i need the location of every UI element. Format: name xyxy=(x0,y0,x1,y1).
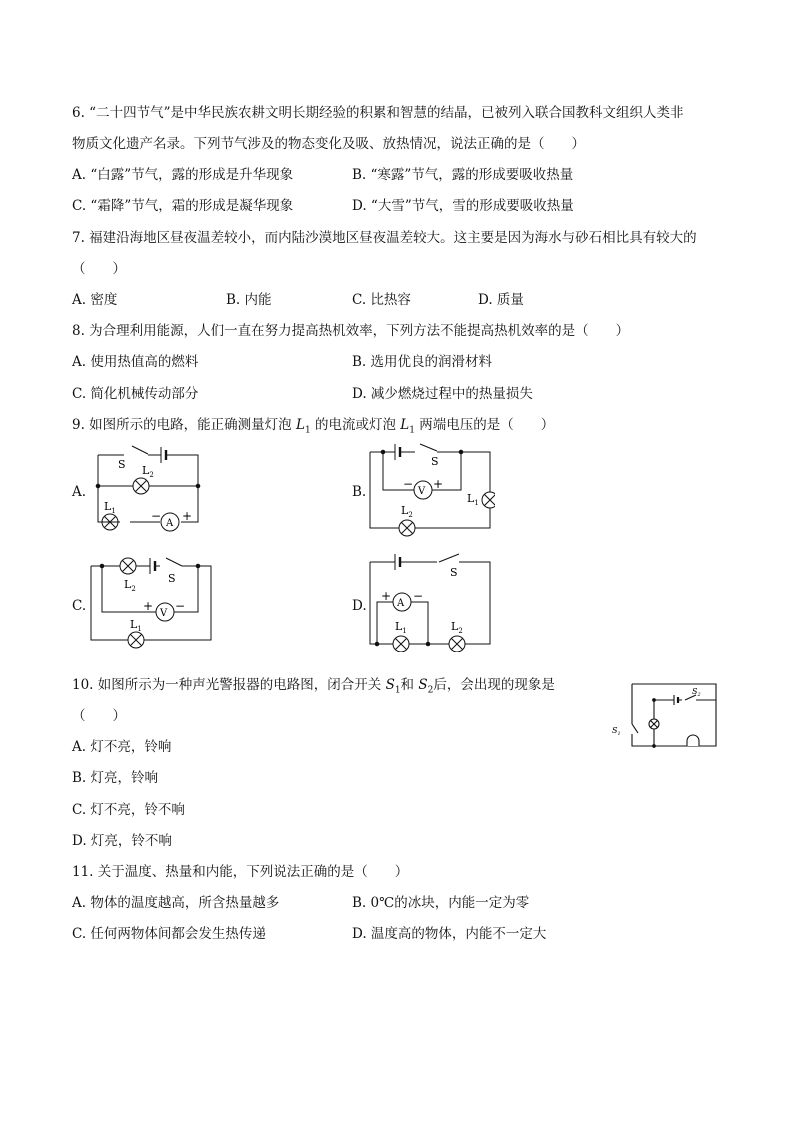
label-s2: $S_2$ xyxy=(692,687,701,698)
q6-option-d[interactable]: D. “大雪”节气，雪的形成要吸收热量 xyxy=(352,198,574,214)
q8-option-d[interactable]: D. 减少燃烧过程中的热量损失 xyxy=(352,386,533,402)
q10-option-a[interactable]: A. 灯不亮，铃响 xyxy=(72,739,172,755)
label-l2: $L_2$ xyxy=(142,464,154,479)
q10-option-b[interactable]: B. 灯亮，铃响 xyxy=(72,770,159,786)
q10-option-d[interactable]: D. 灯亮，铃不响 xyxy=(72,833,172,849)
q10-stem-line1: 10. 如图所示为一种声光警报器的电路图，闭合开关 $S_1$和 $S_2$后，会出现的现象是 xyxy=(72,677,555,696)
svg-text:L1: $L_1$ xyxy=(467,492,479,507)
q7-stem-line1: 7. 福建沿海地区昼夜温差较小，而内陆沙漠地区昼夜温差较大。这主要是因为海水与砂石相比具有较大的 xyxy=(72,230,697,246)
q8-option-c[interactable]: C. 简化机械传动部分 xyxy=(72,386,199,402)
q11-option-a[interactable]: A. 物体的温度越高，所含热量越多 xyxy=(72,895,280,911)
svg-text:S: S xyxy=(168,572,176,585)
q8-option-a[interactable]: A. 使用热值高的燃料 xyxy=(72,354,199,370)
svg-text:V: V xyxy=(418,486,426,497)
ammeter-a: A xyxy=(166,518,174,529)
svg-text:L2: $L_2$ xyxy=(451,620,463,635)
svg-text:L1: $L_1$ xyxy=(130,618,142,633)
q11-option-d[interactable]: D. 温度高的物体，内能不一定大 xyxy=(352,926,547,942)
svg-text:+: + xyxy=(381,589,392,603)
svg-text:−: − xyxy=(403,477,414,491)
svg-text:V: V xyxy=(160,608,168,619)
q11-stem: 11. 关于温度、热量和内能，下列说法正确的是（ ） xyxy=(72,864,409,880)
q7-option-c[interactable]: C. 比热容 xyxy=(352,292,411,308)
circuit-diagram-d xyxy=(365,552,495,652)
svg-text:L2: $L_2$ xyxy=(124,578,136,593)
svg-text:+: + xyxy=(182,509,193,523)
q6-option-c[interactable]: C. “霜降”节气，霜的形成是凝华现象 xyxy=(72,198,294,214)
q9-option-a[interactable]: A. xyxy=(72,484,87,500)
q11-option-b[interactable]: B. 0℃的冰块，内能一定为零 xyxy=(352,895,530,911)
q6-option-a[interactable]: A. “白露”节气，露的形成是升华现象 xyxy=(72,167,294,183)
q7-option-d[interactable]: D. 质量 xyxy=(478,292,524,308)
label-s1: $S_1$ xyxy=(612,726,621,737)
q6-stem-line2: 物质文化遗产名录。下列节气涉及的物态变化及吸、放热情况，说法正确的是（ ） xyxy=(72,136,585,152)
circuit-diagram-b xyxy=(365,440,495,540)
circuit-diagram-a xyxy=(88,440,218,540)
svg-text:S: S xyxy=(431,455,439,468)
q8-stem: 8. 为合理利用能源，人们一直在努力提高热机效率，下列方法不能提高热机效率的是（ ） xyxy=(72,323,630,339)
svg-text:−: − xyxy=(175,599,186,613)
svg-text:+: + xyxy=(143,599,154,613)
svg-text:+: + xyxy=(433,477,444,491)
svg-text:L1: $L_1$ xyxy=(395,620,407,635)
q11-option-c[interactable]: C. 任何两物体间都会发生热传递 xyxy=(72,926,266,942)
circuit-diagram-c xyxy=(86,552,216,652)
q10-stem-line2: （ ） xyxy=(72,708,126,724)
q7-option-b[interactable]: B. 内能 xyxy=(226,292,272,308)
svg-text:L2: $L_2$ xyxy=(401,504,413,519)
q9-option-d[interactable]: D. xyxy=(352,598,367,614)
svg-text:−: − xyxy=(413,589,424,603)
q10-option-c[interactable]: C. 灯不亮，铃不响 xyxy=(72,802,185,818)
label-l1: $L_1$ xyxy=(104,500,116,515)
q8-option-b[interactable]: B. 选用优良的润滑材料 xyxy=(352,354,493,370)
label-s: S xyxy=(118,458,126,471)
q9-option-c[interactable]: C. xyxy=(72,598,87,614)
svg-text:−: − xyxy=(151,509,162,523)
svg-text:S: S xyxy=(450,566,458,579)
q7-stem-line2: （ ） xyxy=(72,261,126,277)
alarm-circuit-diagram xyxy=(612,678,720,750)
svg-text:A: A xyxy=(397,598,405,609)
q9-stem: 9. 如图所示的电路，能正确测量灯泡 $L_1$ 的电流或灯泡 $L_1$ 两端电压的是（ ） xyxy=(72,417,555,436)
q6-stem-line1: 6. “二十四节气”是中华民族农耕文明长期经验的积累和智慧的结晶，已被列入联合国教科文组织人类非 xyxy=(72,105,684,121)
q9-option-b[interactable]: B. xyxy=(352,484,367,500)
q7-option-a[interactable]: A. 密度 xyxy=(72,292,118,308)
q6-option-b[interactable]: B. “寒露”节气，露的形成要吸收热量 xyxy=(352,167,574,183)
